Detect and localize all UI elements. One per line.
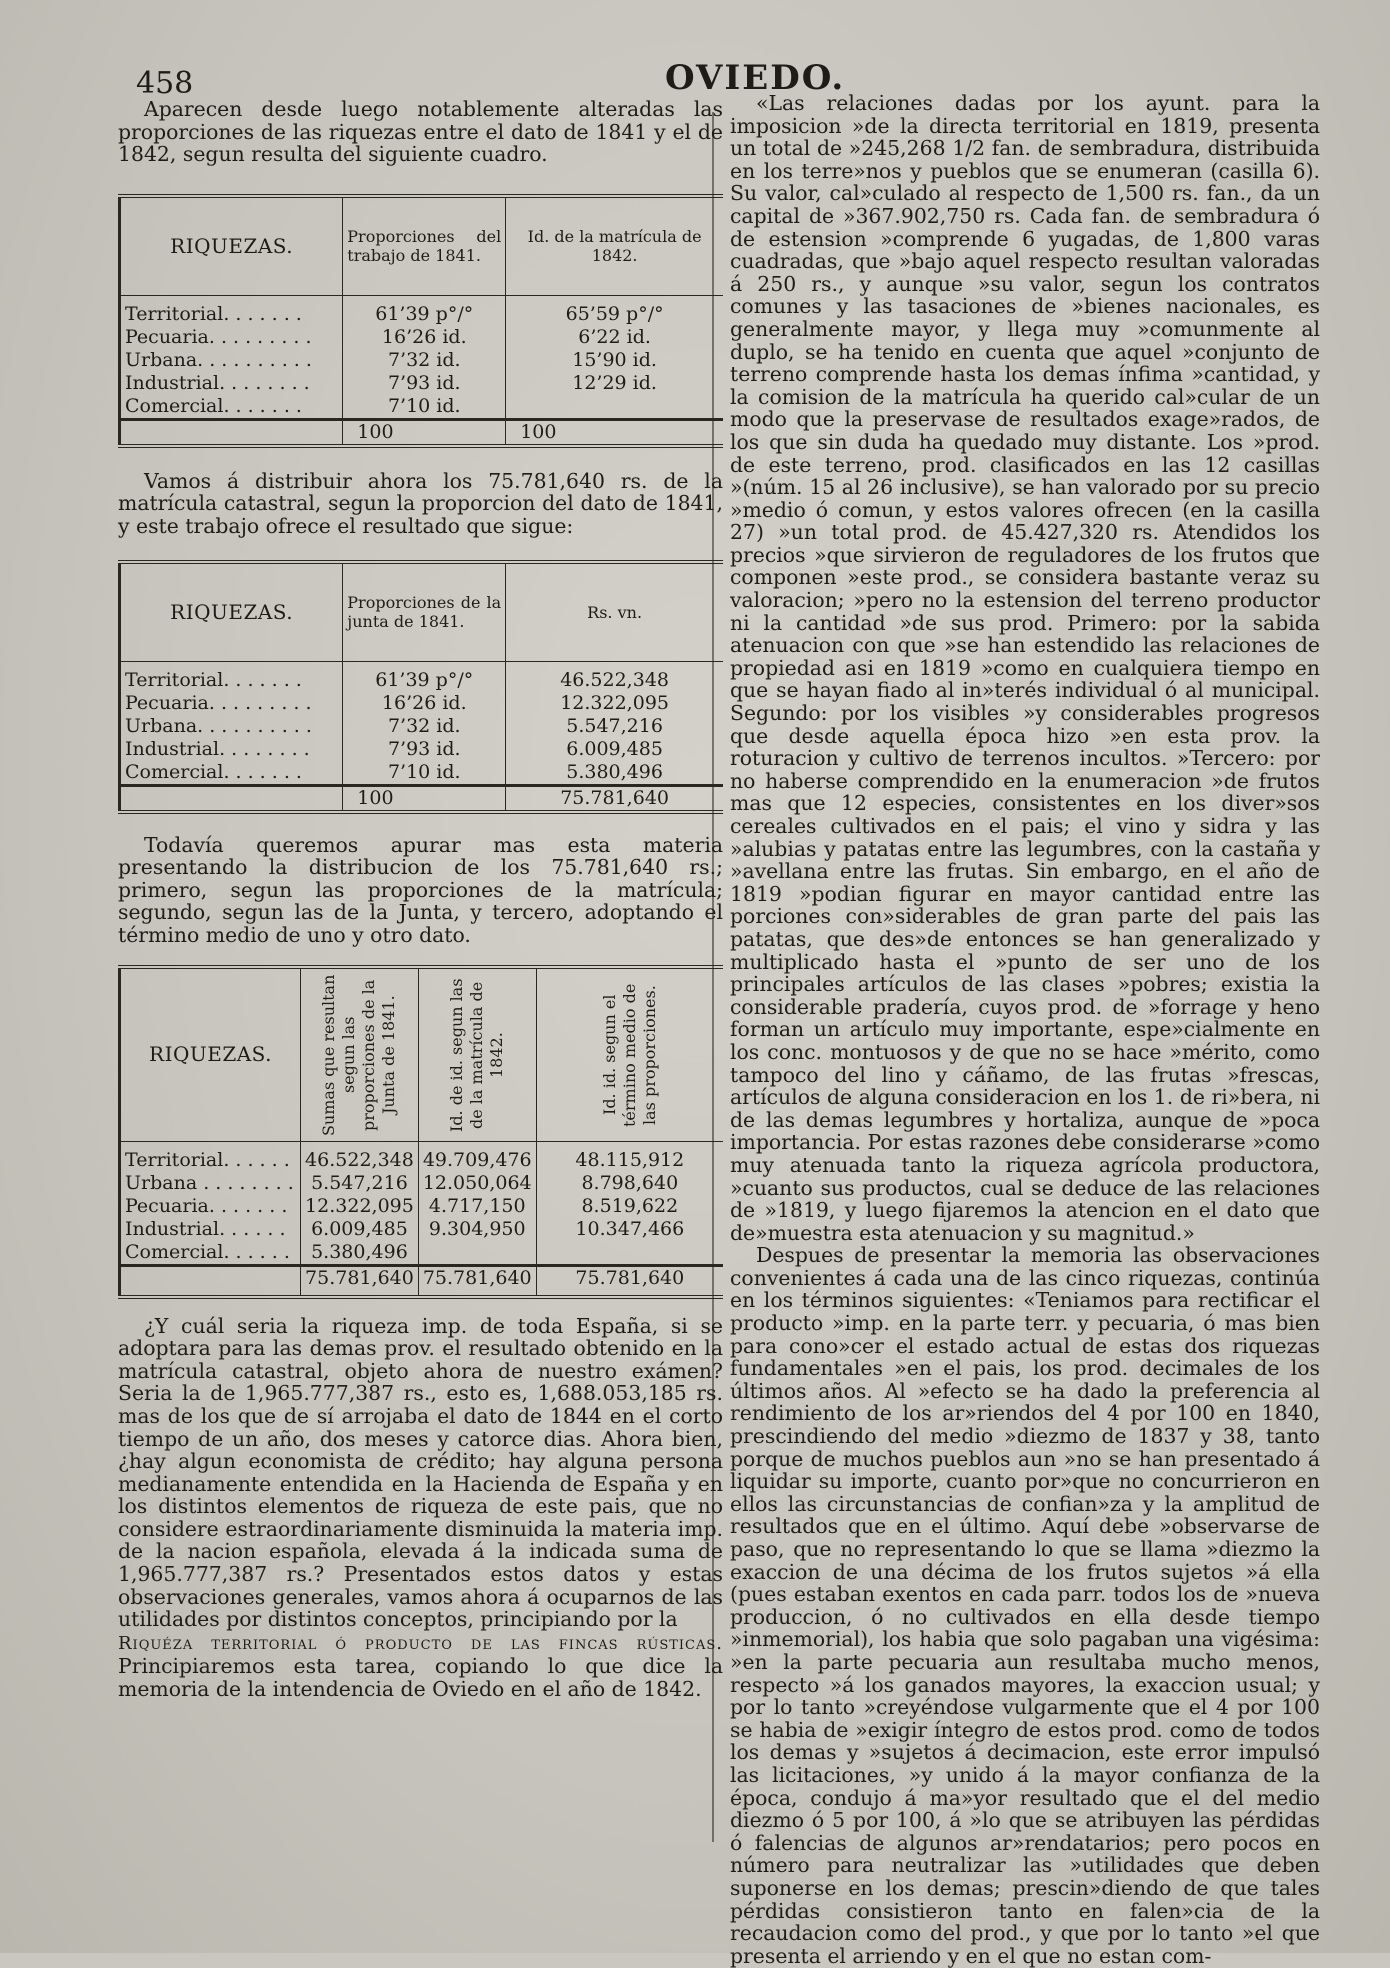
page-number: 458 [136, 66, 194, 101]
table-row: Comercial. . . . . . 5.380,496 [120, 1241, 724, 1266]
col-riquezas: RIQUEZAS. [149, 1042, 273, 1067]
table-row: Territorial. . . . . . 46.522,348 49.709,476 48.115,912 [120, 1141, 724, 1172]
table-row: Pecuaria. . . . . . . 12.322,095 4.717,150 8.519,622 [120, 1195, 724, 1218]
table-row: Industrial. . . . . . . . 7’93 id. 6.009,485 [120, 738, 724, 761]
table-row: Industrial. . . . . . . . 7’93 id. 12’29 id. [120, 372, 724, 395]
table-comparison [118, 965, 723, 1299]
col-riquezas: RIQUEZAS. [120, 562, 343, 662]
col-matricula: Id. de la matrícula de 1842. [506, 196, 723, 296]
col-riquezas: RIQUEZAS. [120, 196, 343, 296]
table-row: Comercial. . . . . . . 7’10 id. [120, 395, 724, 420]
col-sumas-matricula: Id. de id. segun las de la matrícula de 1842. [447, 977, 507, 1132]
table-row: Pecuaria. . . . . . . . . 16’26 id. 6’22 id. [120, 326, 724, 349]
table-row: Pecuaria. . . . . . . . . 16’26 id. 12.322,095 [120, 692, 724, 715]
paragraph-memoria: Principiaremos esta tarea, copiando lo que dice la memoria de la intendencia de Oviedo en el año de 1842. [118, 1654, 723, 1702]
paragraph-despues: Despues de presentar la memoria las observaciones convenientes á cada una de las cinco riquezas, continúa en los términos siguientes: «Teniamos para rectificar el producto »imp. en la parte terr. y pecuaria, ó mas bien para cono»cer el estado actual de estas dos riquezas fundamentales »en el pais, los prod. decimales de los últimos años. Al »efecto se ha dado la preferencia al rendimiento de los ar»riendos del 4 por 100 en 1840, prescindiendo del medio »diezmo de 1837 y 38, tanto porque de muchos pueblos aun »no se han presentado á liquidar su importe, cuanto por»que no concurrieron en ellos las circunstancias de confian»za y la amplitud de resultados que en el último. Aquí debe »observarse de paso, que no representando lo que se llama »diezmo la exaccion de una décima de los frutos sujetos »á ella (pues estaban exentos en cada parr. todos los de »nueva produccion, ó no cultivados en ella desde tiempo »inmemorial), los habia que solo pagaban una vigésima: »en la parte pecuaria aun resultaba mucho menos, respecto »á los ganados mayores, la exaccion usual; y por lo tanto »creyéndose vulgarmente que el 4 por 100 se habia de »exigir íntegro de estos prod. como de todos los demas y »sujetos á decimacion, este error impulsó las licitaciones, »y unido á la mayor confianza de la época, condujo á ma»yor resultado que el del medio diezmo ó 5 por 100, á »lo que se atribuyen las pérdidas ó falencias de algunos ar»rendatarios; pero pocos en número para neutralizar las »utilidades que deben suponerse en los demas; prescin»diendo de que tales pérdidas consistieron tanto en falen»cia de la recaudacion como del prod., y que por lo tanto »el que presenta el arriendo y en el que no estan com- [730, 1243, 1320, 1968]
table-distribution [118, 560, 723, 814]
table-header [120, 196, 724, 296]
section-heading: Riquéza territorial ó producto de las fincas rústicas. [118, 1632, 723, 1654]
table-proportions [118, 194, 723, 448]
table-row: Urbana. . . . . . . . . . 7’32 id. 15’90 id. [120, 349, 724, 372]
col-termino-medio: Id. id. segun el término medio de las proporciones. [599, 982, 659, 1127]
col-proporciones: Proporciones del trabajo de 1841. [343, 196, 506, 296]
table-row: Comercial. . . . . . . 7’10 id. 5.380,496 [120, 761, 724, 786]
running-title: OVIEDO. [665, 58, 846, 98]
table-row: Urbana . . . . . . . . 5.547,216 12.050,064 8.798,640 [120, 1172, 724, 1195]
right-column [730, 92, 1320, 1967]
table-total-row: 75.781,640 75.781,640 75.781,640 [120, 1265, 724, 1297]
table-total-row: 100 75.781,640 [120, 785, 724, 812]
table-header [120, 967, 724, 1142]
paragraph-espana: ¿Y cuál seria la riqueza imp. de toda España, si se adoptara para las demas prov. el resultado obtenido en la matrícula catastral, objeto ahora de nuestro exámen? Seria la de 1,965.777,387 rs., esto es, 1,688.053,185 rs. mas de los que de sí arrojaba el dato de 1844 en el corto tiempo de un año, dos meses y catorce dias. Ahora bien, ¿hay algun economista de crédito; hay alguna persona medianamente entendida en la Hacienda de España y en los distintos elementos de riqueza de este pais, que no considere estraordinariamente disminuida la materia imp. de la nacion española, elevada á la indicada suma de 1,965.777,387 rs.? Presentados estos datos y estas observaciones generales, vamos ahora á ocuparnos de las utilidades por distintos conceptos, principiando por la [118, 1313, 723, 1632]
intro-paragraph: Aparecen desde luego notablemente alteradas las proporciones de las riquezas entre el dato de 1841 y el de 1842, segun resulta del siguiente cuadro. [118, 97, 723, 167]
col-proporciones-junta: Proporciones de la junta de 1841. [343, 562, 506, 662]
paragraph-comparison: Todavía queremos apurar mas esta materia presentando la distribucion de los 75.781,640 rs.; primero, segun las proporciones de la matrícula; segundo, segun las de la Junta, y tercero, adoptando el término medio de uno y otro dato. [118, 832, 723, 947]
table-total-row: 100 100 [120, 419, 724, 446]
table-row: Industrial. . . . . . 6.009,485 9.304,950 10.347,466 [120, 1218, 724, 1241]
paragraph-distribution: Vamos á distribuir ahora los 75.781,640 rs. de la matrícula catastral, segun la proporcion del dato de 1841, y este trabajo ofrece el resultado que sigue: [118, 468, 723, 538]
table-row: Territorial. . . . . . . 61’39 p°/° 65’59 p°/° [120, 295, 724, 326]
paragraph-relaciones: «Las relaciones dadas por los ayunt. para la imposicion »de la directa territorial en 1819, presenta un total de »245,268 1/2 fan. de sembradura, distribuida en los terre»nos y pueblos que se enumeran (casilla 6). Su valor, cal»culado al respecto de 1,500 rs. fan., da un capital de »367.902,750 rs. Cada fan. de sembradura ó de estension »comprende 6 yugadas, de 1,800 varas cuadradas, que »bajo aquel respecto resultan valoradas á 250 rs., y aunque »su valor, segun los contratos comunes y las tasaciones de »bienes nacionales, es generalmente mayor, y llega muy »comunmente al duplo, se ha tenido en cuenta que aquel »conjunto de terreno comprende hasta los demas ínfima »cantidad, y la comision de la matrícula ha querido cal»cular de un modo que la preservase de resultados exage»rados, de los que sin duda ha quedado muy distante. Los »prod. de este terreno, prod. clasificados en las 12 casillas »(núm. 15 al 26 inclusive), se han valorado por su precio »medio ó comun, y estos valores ofrecen (en la casilla 27) »un total prod. de 45.427,320 rs. Atendidos los precios »que sirvieron de reguladores de los frutos que componen »este prod., se considera bastante veraz su valoracion; »pero no la estension del terreno productor ni la cantidad »de sus prod. Primero: por la sabida atenuacion con que »se han estendido las relaciones de propiedad asi en 1819 »como en cualquiera tiempo en que se hayan fiado al in»terés individual ó al municipal. Segundo: por los visibles »y considerables progresos que desde aquella época hizo »en esta prov. la roturacion y cultivo de terrenos incultos. »Tercero: por no haberse comprendido en la enumeracion »de frutos mas que 12 especies, consistentes en los diver»sos cereales cultivados en el pais; el vino y sidra y las »alubias y patatas entre las legumbres, con la castaña y »avellana entre las frutas. Sin embargo, en el año de 1819 »podian figurar en mayor cantidad entre las porciones con»siderables de gran parte del pais las patatas, que des»de entonces se han generalizado y multiplicado hasta el »punto de ser uno de los principales artículos de las clases »pobres; existia la considerable pradería, cuyos prod. de »forrage y heno forman un artículo muy importante, espe»cialmente en los conc. montuosos y de que no se hace »mérito, como tampoco del lino y cáñamo, de las frutas »frescas, artículos de alguna consideracion en los 1. de ri»bera, ni de las demas legumbres y hortaliza, aunque de »poca importancia. Por estas razones debe considerarse »como muy atenuada tanto la riqueza agrícola productora, »cuanto sus productos, cual se deduce de las relaciones de »1819, y luego fijaremos la atencion en el dato que de»muestra esta atenuacion y su magnitud.» [730, 91, 1320, 1245]
left-column [118, 98, 723, 1701]
col-reales: Rs. vn. [506, 562, 723, 662]
table-row: Territorial. . . . . . . 61’39 p°/° 46.522,348 [120, 661, 724, 692]
col-sumas-junta: Sumas que resultan segun las proporciones de la Junta de 1841. [319, 973, 399, 1136]
table-header [120, 562, 724, 662]
table-row: Urbana. . . . . . . . . . 7’32 id. 5.547,216 [120, 715, 724, 738]
